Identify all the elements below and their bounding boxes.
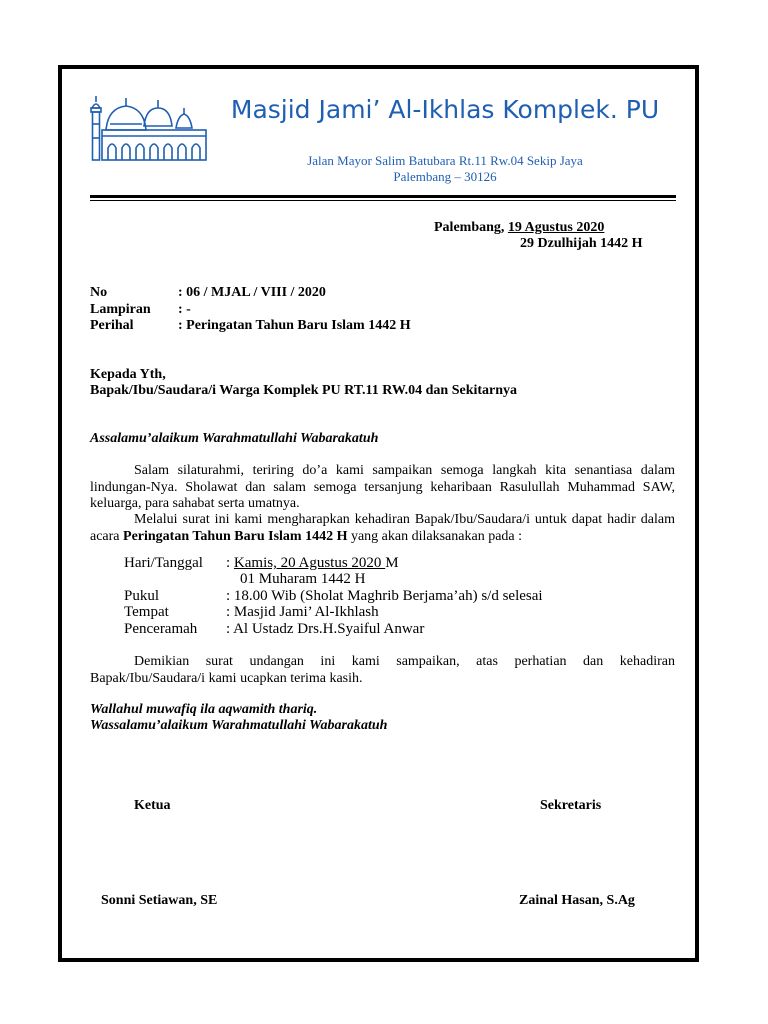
meta-no-label: No (90, 285, 108, 300)
paragraph-2-text-b: yang akan dilaksanakan pada : (347, 528, 523, 544)
closing-line-1: Wallahul muwafiq ila aqwamith thariq. (90, 702, 318, 717)
event-day-colon: : (226, 555, 234, 571)
mosque-icon (88, 94, 210, 164)
event-hijri: 01 Muharam 1442 H (240, 571, 366, 587)
paragraph-2-text-a: Melalui surat ini kami mengharapkan kehadiran Bapak/Ibu/Saudara/i untuk dapat hadir dalam acara (90, 512, 675, 544)
meta-perihal-value: : Peringatan Tahun Baru Islam 1442 H (178, 318, 411, 333)
meta-perihal-label: Perihal (90, 318, 134, 333)
event-day-row (226, 555, 399, 572)
signature-role-left: Ketua (134, 798, 171, 813)
event-place-label: Tempat (124, 604, 169, 620)
event-speaker-label: Penceramah (124, 621, 198, 637)
closing-paragraph-text: Demikian surat undangan ini kami sampaikan, atas perhatian dan kehadiran Bapak/Ibu/Saudara/i kami ucapkan terima kasih. (90, 654, 675, 686)
date-line (434, 220, 634, 236)
event-time-label: Pukul (124, 588, 160, 604)
paragraph-2 (90, 512, 675, 545)
meta-lampiran-label: Lampiran (90, 302, 151, 317)
event-day-label: Hari/Tanggal (124, 555, 203, 571)
date-gregorian: 19 Agustus 2020 (507, 220, 605, 235)
signature-name-left: Sonni Setiawan, SE (101, 893, 218, 908)
header-divider-thin (90, 200, 676, 201)
closing-paragraph (90, 654, 675, 687)
event-name: Peringatan Tahun Baru Islam 1442 H (123, 528, 348, 544)
event-speaker-value: : Al Ustadz Drs.H.Syaiful Anwar (226, 621, 425, 637)
event-day-suffix: M (385, 555, 399, 571)
event-place-value: : Masjid Jami’ Al-Ikhlash (226, 604, 379, 620)
header-divider-thick (90, 195, 676, 198)
recipient-to: Kepada Yth, (90, 367, 166, 382)
address-line-1: Jalan Mayor Salim Batubara Rt.11 Rw.04 Sekip Jaya (307, 153, 583, 168)
event-day-value: Kamis, 20 Agustus 2020 (233, 555, 386, 571)
signature-role-right: Sekretaris (540, 798, 602, 813)
meta-lampiran-value: : - (178, 302, 191, 317)
closing-line-2: Wassalamu’alaikum Warahmatullahi Wabarakatuh (90, 718, 388, 733)
event-time-value: : 18.00 Wib (Sholat Maghrib Berjama’ah) s/d selesai (226, 588, 543, 604)
date-place: Palembang, (434, 220, 505, 235)
signature-name-right: Zainal Hasan, S.Ag (519, 893, 635, 908)
date-hijri: 29 Dzulhijah 1442 H (520, 236, 643, 251)
paragraph-1 (90, 463, 675, 513)
meta-no-value: : 06 / MJAL / VIII / 2020 (178, 285, 326, 300)
recipient-name: Bapak/Ibu/Saudara/i Warga Komplek PU RT.11 RW.04 dan Sekitarnya (90, 383, 518, 398)
paragraph-1-text: Salam silaturahmi, teriring do’a kami sampaikan semoga langkah kita senantiasa dalam lindungan-Nya. Sholawat dan salam semoga tersanjung keharibaan Rasulullah Muhammad SAW, keluarga, para sahabat serta umatnya. (90, 463, 675, 511)
mosque-name-title: Masjid Jami’ Al-Ikhlas Komplek. PU (230, 95, 660, 124)
address-line-2: Palembang – 30126 (393, 169, 497, 184)
greeting: Assalamu’alaikum Warahmatullahi Wabarakatuh (90, 431, 379, 446)
